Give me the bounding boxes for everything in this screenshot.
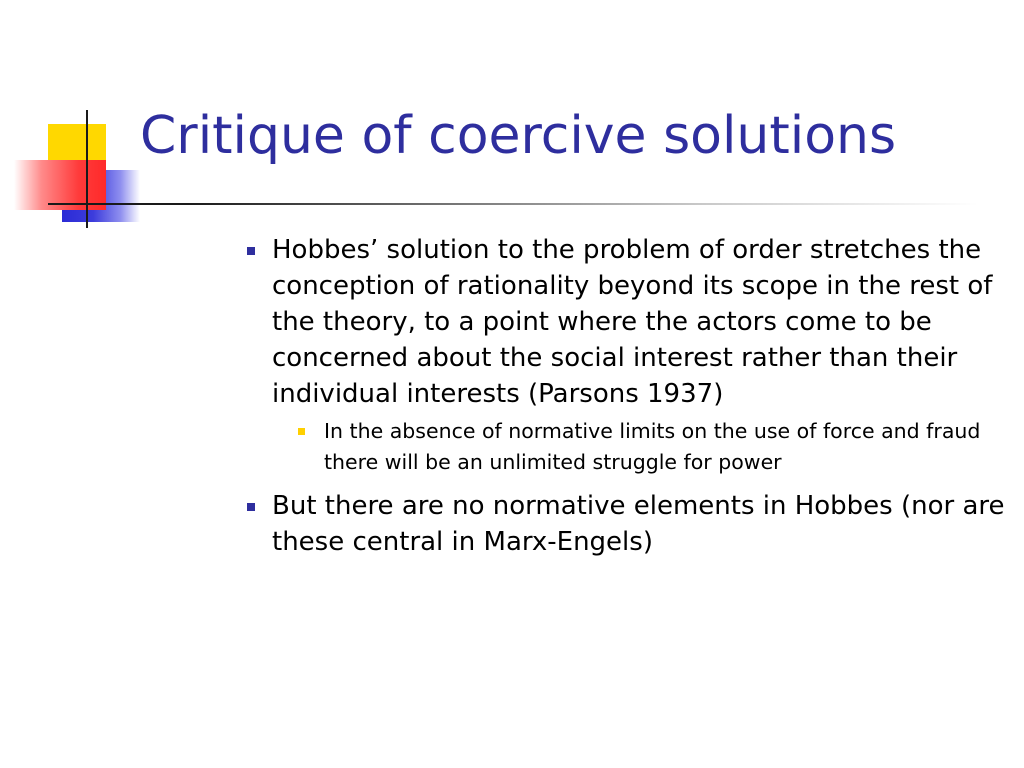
sub-bullet-list [318,416,1010,478]
bullet-text: But there are no normative elements in Hobbes (nor are these central in Marx-Engels) [272,491,1005,557]
slide-body [240,232,1010,570]
bullet-list [240,232,1010,560]
square-bullet-icon [298,428,305,435]
slide-title: Critique of coercive solutions [140,106,897,166]
bullet-item [240,232,1010,478]
bullet-item [240,488,1010,560]
square-bullet-icon [247,247,255,255]
title-underline-rule [48,203,978,205]
square-bullet-icon [247,503,255,511]
sub-bullet-item [312,416,1010,478]
vertical-rule-decoration [86,110,88,228]
sub-bullet-text: In the absence of normative limits on the use of force and fraud there will be an unlimited struggle for power [324,419,981,474]
bullet-text: Hobbes’ solution to the problem of order stretches the conception of rationality beyond its scope in the rest of the theory, to a point where the actors come to be concerned about the social interest rather than their individual interests (Parsons 1937) [272,235,993,409]
